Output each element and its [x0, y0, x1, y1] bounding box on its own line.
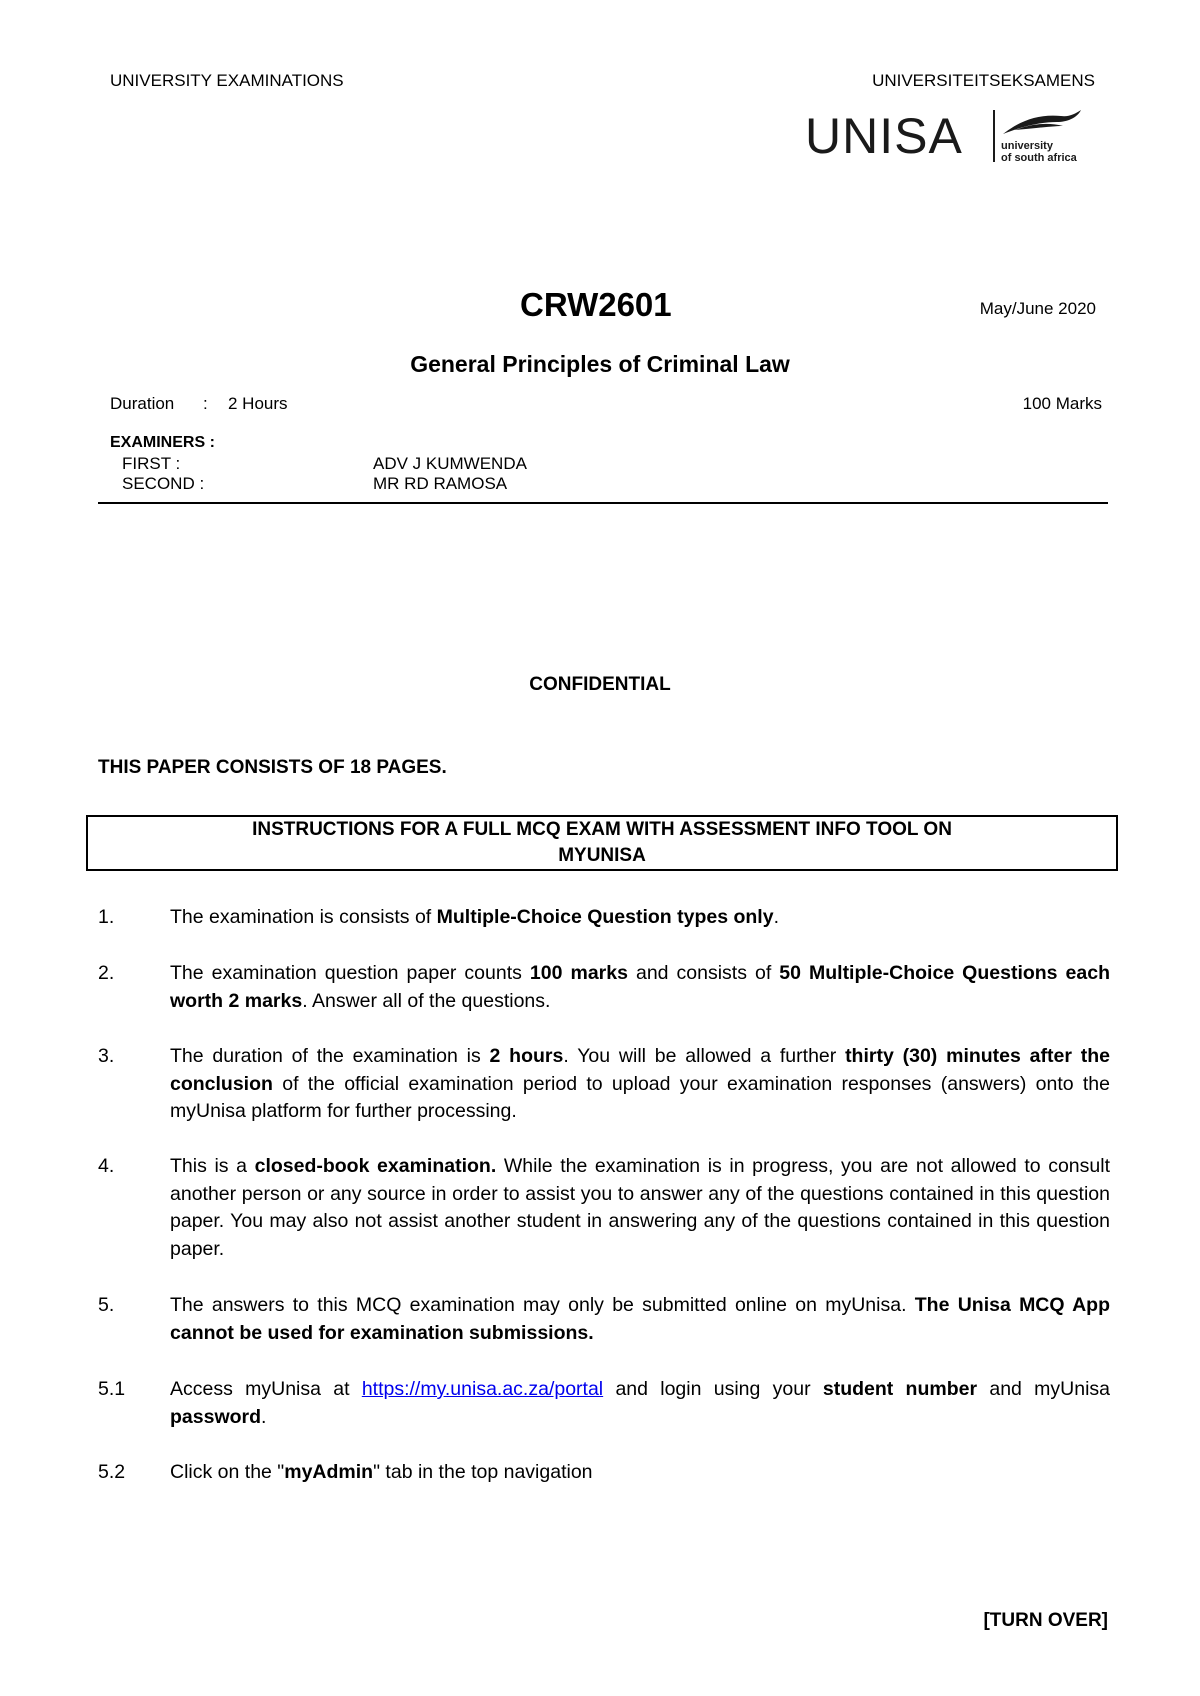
first-examiner-name: ADV J KUMWENDA: [373, 454, 527, 473]
duration-value: 2 Hours: [228, 394, 288, 413]
logo-subtitle: university of south africa: [1001, 140, 1077, 164]
duration: [110, 394, 288, 414]
instructions-heading: INSTRUCTIONS FOR A FULL MCQ EXAM WITH ASSESSMENT INFO TOOL ON MYUNISA: [252, 819, 952, 866]
logo-divider: [993, 110, 995, 162]
instructions-box: [86, 815, 1118, 871]
total-marks: 100 Marks: [1022, 394, 1102, 413]
instruction-item-4: 4. This is a closed-book examination. While the examination is in progress, you are not allowed to consult another person or any source in order to assist you to answer any of the questions contained in this question paper. You may also not assist another student in answering any of the questions contained in this question paper.: [98, 1155, 1110, 1260]
header-left: UNIVERSITY EXAMINATIONS: [110, 71, 344, 90]
item-number: 5.1: [98, 1378, 126, 1400]
examiners-heading: EXAMINERS :: [110, 434, 215, 451]
logo-wordmark: UNISA: [805, 108, 963, 164]
course-title: General Principles of Criminal Law: [410, 351, 790, 377]
instruction-item-5-2: 5.2 Click on the "myAdmin" tab in the top navigation: [98, 1459, 1110, 1487]
header-right: UNIVERSITEITSEKSAMENS: [872, 71, 1095, 90]
item-number: 5.: [98, 1294, 115, 1316]
turn-over-label: [TURN OVER]: [983, 1610, 1108, 1631]
header-divider: [98, 502, 1108, 504]
instruction-item-1: 1. The examination is consists of Multiple-Choice Question types only.: [98, 904, 1110, 932]
myunisa-portal-link[interactable]: https://my.unisa.ac.za/portal: [361, 1378, 604, 1400]
item-number: 1.: [98, 906, 115, 928]
item-number: 5.2: [98, 1461, 126, 1483]
item-number: 2.: [98, 962, 115, 984]
exam-session: May/June 2020: [979, 299, 1096, 318]
duration-label: Duration: [110, 394, 175, 413]
duration-separator: :: [203, 394, 208, 413]
logo-bird-icon: [1001, 108, 1083, 138]
item-number: 4.: [98, 1155, 115, 1177]
instruction-item-5-1: 5.1 Access myUnisa at https://my.unisa.ac.za/portal and login using your student number and myUnisa password.: [98, 1378, 1111, 1428]
unisa-logo: [805, 108, 1080, 168]
instruction-item-2: 2. The examination question paper counts 100 marks and consists of 50 Multiple-Choice Questions each worth 2 marks. Answer all of the questions.: [98, 962, 1110, 1012]
course-code: CRW2601: [520, 286, 672, 323]
instruction-item-3: 3. The duration of the examination is 2 hours. You will be allowed a further thirty (30) minutes after the conclusion of the official examination period to upload your examination responses (answers) onto the myUnisa platform for further processing.: [98, 1045, 1110, 1122]
first-examiner-label: FIRST :: [122, 454, 181, 473]
instruction-item-5: 5. The answers to this MCQ examination may only be submitted online on myUnisa. The Unisa MCQ App cannot be used for examination submissions.: [98, 1294, 1111, 1344]
confidential-label: CONFIDENTIAL: [529, 674, 671, 695]
page-count-note: THIS PAPER CONSISTS OF 18 PAGES.: [98, 757, 447, 778]
second-examiner-name: MR RD RAMOSA: [373, 474, 508, 493]
second-examiner-label: SECOND :: [122, 474, 205, 493]
item-number: 3.: [98, 1045, 115, 1067]
